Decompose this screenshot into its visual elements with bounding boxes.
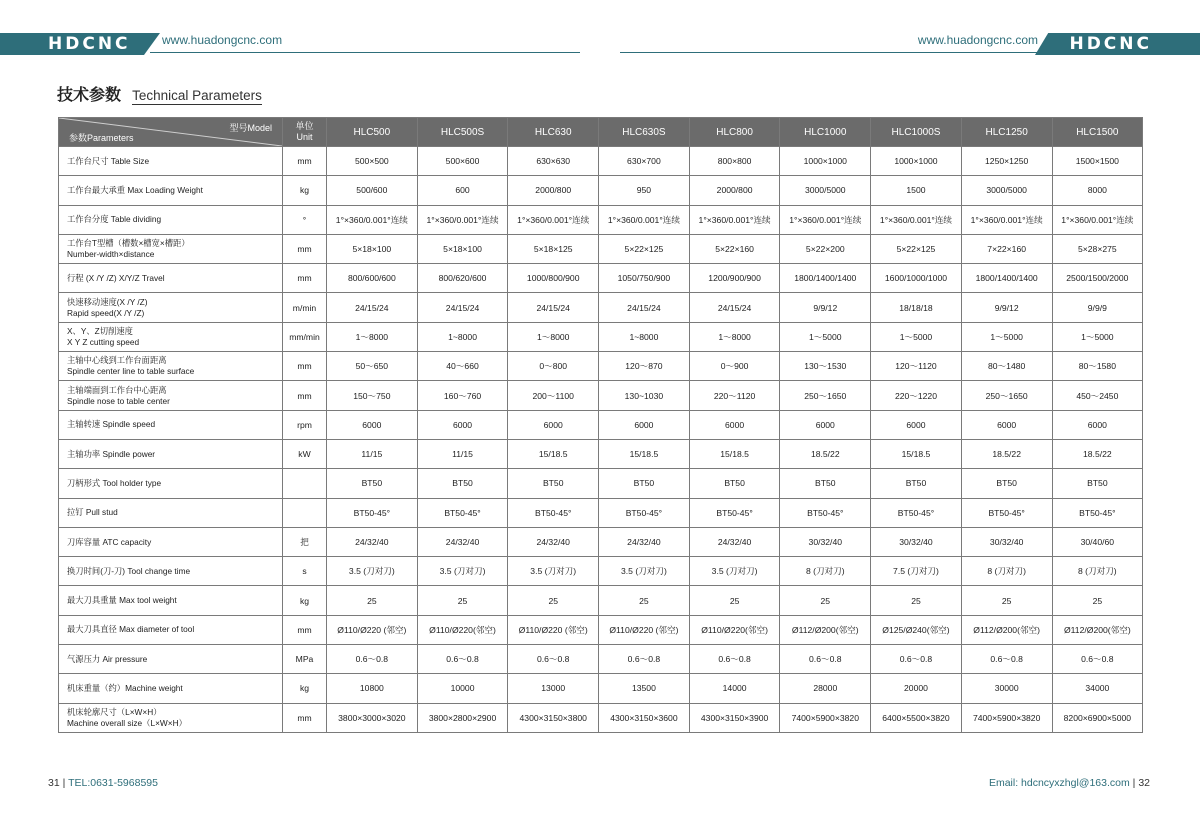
parameter-value: 250～1650 xyxy=(961,381,1052,410)
table-row xyxy=(59,469,1143,498)
parameter-value: 30/32/40 xyxy=(780,527,871,556)
parameter-value: 3000/5000 xyxy=(780,176,871,205)
parameter-value: 5×28×275 xyxy=(1052,234,1143,263)
parameter-value: Ø110/Ø220 (邻空) xyxy=(508,615,599,644)
parameter-value: 10000 xyxy=(417,674,508,703)
unit-header-zh: 单位 xyxy=(295,121,314,131)
parameter-name xyxy=(59,205,283,234)
model-header: HLC630 xyxy=(508,118,599,147)
website-url-left[interactable]: www.huadongcnc.com xyxy=(162,33,283,47)
parameter-name xyxy=(59,703,283,732)
parameter-value: 15/18.5 xyxy=(689,439,780,468)
parameter-name-line: 机床轮廓尺寸（L×W×H） xyxy=(67,706,162,717)
parameter-name xyxy=(59,498,283,527)
parameter-name xyxy=(59,293,283,322)
parameter-value: 1°×360/0.001°连续 xyxy=(961,205,1052,234)
parameter-name-line: 刀柄形式 Tool holder type xyxy=(67,477,162,488)
parameter-name-line: 主轴转速 Spindle speed xyxy=(67,419,156,430)
parameter-value: 25 xyxy=(780,586,871,615)
parameter-value: 0.6～0.8 xyxy=(871,645,962,674)
parameter-value: 5×18×100 xyxy=(327,234,418,263)
parameter-value: 4300×3150×3900 xyxy=(689,703,780,732)
parameter-unit: 把 xyxy=(283,527,327,556)
model-header: HLC800 xyxy=(689,118,780,147)
parameter-value: 1°×360/0.001°连续 xyxy=(417,205,508,234)
parameter-value: 500×500 xyxy=(327,147,418,176)
parameter-unit: mm xyxy=(283,615,327,644)
parameter-value: 6000 xyxy=(961,410,1052,439)
parameter-value: 1°×360/0.001°连续 xyxy=(1052,205,1143,234)
parameter-value: 950 xyxy=(599,176,690,205)
parameter-value: 630×700 xyxy=(599,147,690,176)
parameter-unit: kg xyxy=(283,176,327,205)
table-row xyxy=(59,674,1143,703)
parameter-value: 1～5000 xyxy=(1052,322,1143,351)
table-row xyxy=(59,615,1143,644)
section-title-zh: 技术参数 xyxy=(57,85,122,104)
parameter-unit: kW xyxy=(283,439,327,468)
parameter-value: BT50-45° xyxy=(871,498,962,527)
parameter-value: 8 (刀对刀) xyxy=(1052,557,1143,586)
parameter-name-line: Spindle center line to table surface xyxy=(67,366,195,377)
table-corner-cell xyxy=(59,118,283,147)
parameter-value: 220～1220 xyxy=(871,381,962,410)
parameter-value: Ø112/Ø200(邻空) xyxy=(780,615,871,644)
model-header: HLC1000 xyxy=(780,118,871,147)
parameter-value: 120～1120 xyxy=(871,352,962,381)
parameter-value: 40～660 xyxy=(417,352,508,381)
parameter-name xyxy=(59,674,283,703)
parameter-name xyxy=(59,264,283,293)
parameter-value: 24/32/40 xyxy=(327,527,418,556)
model-header: HLC630S xyxy=(599,118,690,147)
table-row xyxy=(59,586,1143,615)
parameter-value: 6000 xyxy=(871,410,962,439)
parameter-value: 24/32/40 xyxy=(417,527,508,556)
parameter-value: 24/32/40 xyxy=(508,527,599,556)
parameter-value: 1°×360/0.001°连续 xyxy=(599,205,690,234)
section-title-en: Technical Parameters xyxy=(132,88,262,103)
parameter-value: BT50-45° xyxy=(599,498,690,527)
parameter-value: BT50-45° xyxy=(780,498,871,527)
parameter-value: 30/32/40 xyxy=(871,527,962,556)
table-row xyxy=(59,293,1143,322)
section-title xyxy=(57,82,262,105)
parameter-value: 6000 xyxy=(1052,410,1143,439)
parameter-value: Ø125/Ø240(邻空) xyxy=(871,615,962,644)
parameter-value: BT50 xyxy=(327,469,418,498)
parameter-value: 1~8000 xyxy=(417,322,508,351)
parameter-value: BT50-45° xyxy=(689,498,780,527)
header-rule-right xyxy=(620,52,1050,53)
parameter-value: 80～1580 xyxy=(1052,352,1143,381)
table-header-row xyxy=(59,118,1143,147)
parameter-value: 24/15/24 xyxy=(417,293,508,322)
table-row xyxy=(59,147,1143,176)
model-header: HLC1000S xyxy=(871,118,962,147)
parameter-name xyxy=(59,322,283,351)
parameter-value: 15/18.5 xyxy=(599,439,690,468)
parameter-value: 0.6～0.8 xyxy=(508,645,599,674)
parameter-name-line: 机床重量（约）Machine weight xyxy=(67,682,183,693)
parameter-unit: rpm xyxy=(283,410,327,439)
parameter-value: 250～1650 xyxy=(780,381,871,410)
parameter-value: 1～8000 xyxy=(508,322,599,351)
parameter-value: 4300×3150×3800 xyxy=(508,703,599,732)
parameter-value: 7400×5900×3820 xyxy=(780,703,871,732)
parameter-value: Ø112/Ø200(邻空) xyxy=(961,615,1052,644)
parameter-value: 1°×360/0.001°连续 xyxy=(508,205,599,234)
parameter-value: 0.6～0.8 xyxy=(417,645,508,674)
parameter-value: 220～1120 xyxy=(689,381,780,410)
parameter-value: 7400×5900×3820 xyxy=(961,703,1052,732)
parameter-value: 1°×360/0.001°连续 xyxy=(871,205,962,234)
parameter-name xyxy=(59,176,283,205)
parameter-value: 0.6～0.8 xyxy=(327,645,418,674)
parameter-value: BT50 xyxy=(1052,469,1143,498)
table-row xyxy=(59,322,1143,351)
parameter-value: 800/600/600 xyxy=(327,264,418,293)
parameter-value: 800×800 xyxy=(689,147,780,176)
parameter-value: 25 xyxy=(417,586,508,615)
parameter-value: 1800/1400/1400 xyxy=(961,264,1052,293)
parameter-value: Ø110/Ø220(邻空) xyxy=(417,615,508,644)
logo-right: HDCNC xyxy=(1069,34,1152,54)
parameter-value: 630×630 xyxy=(508,147,599,176)
parameter-name-line: 拉钉 Pull stud xyxy=(67,507,118,518)
parameter-value: 800/620/600 xyxy=(417,264,508,293)
parameter-name-line: 主轴端面到工作台中心距离 xyxy=(67,384,167,395)
parameter-value: 1°×360/0.001°连续 xyxy=(327,205,418,234)
page-number-right: 32 xyxy=(1138,777,1150,789)
parameter-value: 130~1030 xyxy=(599,381,690,410)
parameter-unit: mm xyxy=(283,352,327,381)
parameter-name xyxy=(59,645,283,674)
parameter-name-line: Number-width×distance xyxy=(67,249,155,260)
parameter-value: BT50-45° xyxy=(1052,498,1143,527)
parameter-value: 5×18×125 xyxy=(508,234,599,263)
parameter-value: 25 xyxy=(1052,586,1143,615)
footer-right: Email: hdcncyxzhgl@163.com | 32 xyxy=(988,777,1150,789)
parameter-value: 1600/1000/1000 xyxy=(871,264,962,293)
parameter-unit: mm xyxy=(283,264,327,293)
table-row xyxy=(59,557,1143,586)
parameter-unit xyxy=(283,469,327,498)
parameter-unit: mm/min xyxy=(283,322,327,351)
parameter-value: 7.5 (刀对刀) xyxy=(871,557,962,586)
corner-param-label: 参数Parameters xyxy=(69,133,134,143)
parameter-value: 1~8000 xyxy=(599,322,690,351)
parameter-value: 80～1480 xyxy=(961,352,1052,381)
parameter-value: 6400×5500×3820 xyxy=(871,703,962,732)
parameter-value: 130～1530 xyxy=(780,352,871,381)
parameter-value: 450～2450 xyxy=(1052,381,1143,410)
parameter-value: 1～5000 xyxy=(871,322,962,351)
parameter-value: 0～800 xyxy=(508,352,599,381)
parameter-value: BT50-45° xyxy=(417,498,508,527)
technical-parameters-table xyxy=(58,117,1143,733)
parameter-name-line: Spindle nose to table center xyxy=(67,395,170,406)
parameter-value: 1500 xyxy=(871,176,962,205)
parameter-value: 13500 xyxy=(599,674,690,703)
footer-left: 31 | TEL:0631-5968595 xyxy=(48,777,158,789)
parameter-value: 3000/5000 xyxy=(961,176,1052,205)
parameter-value: 24/32/40 xyxy=(689,527,780,556)
footer-telephone: TEL:0631-5968595 xyxy=(68,777,158,789)
parameter-value: 3.5 (刀对刀) xyxy=(689,557,780,586)
parameter-value: 8200×6900×5000 xyxy=(1052,703,1143,732)
parameter-name-line: 最大刀具直径 Max diameter of tool xyxy=(67,624,195,635)
parameter-value: BT50 xyxy=(689,469,780,498)
parameter-value: 34000 xyxy=(1052,674,1143,703)
parameter-value: 1～8000 xyxy=(689,322,780,351)
parameter-value: 11/15 xyxy=(417,439,508,468)
logo-left: HDCNC xyxy=(48,34,131,54)
parameter-value: 120～870 xyxy=(599,352,690,381)
parameter-value: 1～5000 xyxy=(780,322,871,351)
parameter-name-line: 工作台分度 Table dividing xyxy=(67,214,162,225)
table-row xyxy=(59,205,1143,234)
parameter-name xyxy=(59,147,283,176)
parameter-value: 3.5 (刀对刀) xyxy=(327,557,418,586)
parameter-name-line: 刀库容量 ATC capacity xyxy=(67,536,152,547)
parameter-value: Ø110/Ø220 (邻空) xyxy=(327,615,418,644)
footer-email[interactable]: Email: hdcncyxzhgl@163.com xyxy=(988,777,1130,789)
parameter-value: 3.5 (刀对刀) xyxy=(508,557,599,586)
parameter-value: 30/32/40 xyxy=(961,527,1052,556)
parameter-value: 8 (刀对刀) xyxy=(780,557,871,586)
parameter-value: 30000 xyxy=(961,674,1052,703)
unit-header xyxy=(283,118,327,147)
parameter-unit: MPa xyxy=(283,645,327,674)
parameter-value: 0.6～0.8 xyxy=(780,645,871,674)
parameter-value: 1800/1400/1400 xyxy=(780,264,871,293)
parameter-value: BT50 xyxy=(780,469,871,498)
parameter-value: 25 xyxy=(508,586,599,615)
parameter-value: 4300×3150×3600 xyxy=(599,703,690,732)
parameter-value: 50～650 xyxy=(327,352,418,381)
parameter-value: 5×22×125 xyxy=(599,234,690,263)
model-header: HLC1500 xyxy=(1052,118,1143,147)
parameter-value: 0～900 xyxy=(689,352,780,381)
parameter-unit xyxy=(283,498,327,527)
parameter-unit: mm xyxy=(283,381,327,410)
website-url-right[interactable]: www.huadongcnc.com xyxy=(917,33,1038,47)
parameter-unit: mm xyxy=(283,147,327,176)
parameter-value: 1000×1000 xyxy=(780,147,871,176)
parameter-value: BT50 xyxy=(508,469,599,498)
parameter-value: 25 xyxy=(689,586,780,615)
parameter-value: 13000 xyxy=(508,674,599,703)
parameter-value: Ø110/Ø220(邻空) xyxy=(689,615,780,644)
parameter-value: 0.6～0.8 xyxy=(961,645,1052,674)
parameter-name xyxy=(59,615,283,644)
parameter-name xyxy=(59,527,283,556)
parameter-unit: mm xyxy=(283,703,327,732)
parameter-value: 5×22×160 xyxy=(689,234,780,263)
parameter-value: Ø110/Ø220 (邻空) xyxy=(599,615,690,644)
table-row xyxy=(59,264,1143,293)
parameter-value: 8000 xyxy=(1052,176,1143,205)
parameter-value: 1200/900/900 xyxy=(689,264,780,293)
parameter-unit: kg xyxy=(283,586,327,615)
parameter-value: 24/15/24 xyxy=(689,293,780,322)
parameter-value: 30/40/60 xyxy=(1052,527,1143,556)
parameter-value: BT50 xyxy=(871,469,962,498)
table-row xyxy=(59,234,1143,263)
parameter-unit: s xyxy=(283,557,327,586)
parameter-value: 25 xyxy=(871,586,962,615)
page-number-left: 31 xyxy=(48,777,60,789)
table-row xyxy=(59,703,1143,732)
parameter-value: 3800×2800×2900 xyxy=(417,703,508,732)
parameter-name xyxy=(59,381,283,410)
parameter-name-line: 工作台T型槽（槽数×槽宽×槽距） xyxy=(67,238,190,249)
parameter-name xyxy=(59,557,283,586)
parameter-value: 1000×1000 xyxy=(871,147,962,176)
parameter-value: 8 (刀对刀) xyxy=(961,557,1052,586)
parameter-unit: kg xyxy=(283,674,327,703)
parameter-value: 2500/1500/2000 xyxy=(1052,264,1143,293)
parameter-value: 1～5000 xyxy=(961,322,1052,351)
parameter-value: BT50-45° xyxy=(327,498,418,527)
parameter-value: BT50-45° xyxy=(508,498,599,527)
unit-header-en: Unit xyxy=(296,132,313,142)
parameter-value: 25 xyxy=(327,586,418,615)
parameter-value: BT50 xyxy=(599,469,690,498)
parameter-value: 15/18.5 xyxy=(871,439,962,468)
parameter-name xyxy=(59,439,283,468)
parameter-value: 9/9/12 xyxy=(961,293,1052,322)
parameter-value: 25 xyxy=(961,586,1052,615)
parameter-name-line: 最大刀具重量 Max tool weight xyxy=(67,595,177,606)
parameter-value: 3800×3000×3020 xyxy=(327,703,418,732)
parameter-value: 18.5/22 xyxy=(961,439,1052,468)
parameter-value: 18.5/22 xyxy=(1052,439,1143,468)
parameter-value: 9/9/12 xyxy=(780,293,871,322)
parameter-value: 24/15/24 xyxy=(508,293,599,322)
parameter-name-line: 换刀时间(刀-刀) Tool change time xyxy=(67,565,191,576)
parameter-value: BT50 xyxy=(961,469,1052,498)
parameter-name-line: Machine overall size（L×W×H） xyxy=(67,717,187,728)
parameter-value: 15/18.5 xyxy=(508,439,599,468)
table-row xyxy=(59,498,1143,527)
parameter-value: 25 xyxy=(599,586,690,615)
parameter-value: 3.5 (刀对刀) xyxy=(417,557,508,586)
parameter-value: 24/15/24 xyxy=(327,293,418,322)
parameter-value: 0.6～0.8 xyxy=(1052,645,1143,674)
parameter-value: 1250×1250 xyxy=(961,147,1052,176)
table-row xyxy=(59,439,1143,468)
parameter-name xyxy=(59,234,283,263)
corner-model-label: 型号Model xyxy=(229,123,272,133)
parameter-value: 10800 xyxy=(327,674,418,703)
parameter-name-line: 工作台最大承重 Max Loading Weight xyxy=(67,184,203,195)
parameter-value: Ø112/Ø200(邻空) xyxy=(1052,615,1143,644)
table-row xyxy=(59,176,1143,205)
parameter-value: BT50 xyxy=(417,469,508,498)
parameter-unit: m/min xyxy=(283,293,327,322)
parameter-value: 1500×1500 xyxy=(1052,147,1143,176)
parameter-name-line: 主轴功率 Spindle power xyxy=(67,448,156,459)
parameter-value: 160～760 xyxy=(417,381,508,410)
model-header: HLC500S xyxy=(417,118,508,147)
parameter-value: 1～8000 xyxy=(327,322,418,351)
parameter-value: 24/32/40 xyxy=(599,527,690,556)
parameter-value: 18/18/18 xyxy=(871,293,962,322)
table-row xyxy=(59,410,1143,439)
parameter-value: 5×22×125 xyxy=(871,234,962,263)
parameter-value: 1°×360/0.001°连续 xyxy=(780,205,871,234)
table-row xyxy=(59,381,1143,410)
parameter-value: 6000 xyxy=(599,410,690,439)
parameter-value: 150～750 xyxy=(327,381,418,410)
table-row xyxy=(59,352,1143,381)
parameter-name-line: 工作台尺寸 Table Size xyxy=(67,155,150,166)
parameter-value: 0.6～0.8 xyxy=(599,645,690,674)
parameter-value: 2000/800 xyxy=(508,176,599,205)
parameter-value: 3.5 (刀对刀) xyxy=(599,557,690,586)
parameter-value: 6000 xyxy=(689,410,780,439)
table-row xyxy=(59,527,1143,556)
parameter-value: 7×22×160 xyxy=(961,234,1052,263)
parameter-value: 6000 xyxy=(780,410,871,439)
parameter-name-line: 气源压力 Air pressure xyxy=(67,653,148,664)
parameter-value: 6000 xyxy=(417,410,508,439)
parameter-name xyxy=(59,410,283,439)
header-rule-left xyxy=(150,52,580,53)
parameter-value: 0.6～0.8 xyxy=(689,645,780,674)
parameter-value: 24/15/24 xyxy=(599,293,690,322)
parameter-value: 1000/800/900 xyxy=(508,264,599,293)
parameter-value: 28000 xyxy=(780,674,871,703)
table-row xyxy=(59,645,1143,674)
parameter-value: 20000 xyxy=(871,674,962,703)
parameter-value: 1050/750/900 xyxy=(599,264,690,293)
parameter-unit: mm xyxy=(283,234,327,263)
parameter-value: 14000 xyxy=(689,674,780,703)
parameter-name xyxy=(59,469,283,498)
model-header: HLC500 xyxy=(327,118,418,147)
parameter-value: 500/600 xyxy=(327,176,418,205)
parameter-name-line: 快速移动速度(X /Y /Z) xyxy=(67,296,148,307)
parameter-value: 5×18×100 xyxy=(417,234,508,263)
parameter-value: 2000/800 xyxy=(689,176,780,205)
parameter-value: 500×600 xyxy=(417,147,508,176)
parameter-value: 9/9/9 xyxy=(1052,293,1143,322)
parameter-unit: ° xyxy=(283,205,327,234)
parameter-value: 600 xyxy=(417,176,508,205)
parameter-name-line: 行程 (X /Y /Z) X/Y/Z Travel xyxy=(67,272,165,283)
model-header: HLC1250 xyxy=(961,118,1052,147)
parameter-name-line: Rapid speed(X /Y /Z) xyxy=(67,307,145,318)
parameter-name xyxy=(59,352,283,381)
parameter-name-line: X、Y、Z切削速度 xyxy=(67,325,133,336)
parameter-value: BT50-45° xyxy=(961,498,1052,527)
parameter-name-line: 主轴中心线到工作台面距离 xyxy=(67,355,167,366)
parameter-value: 1°×360/0.001°连续 xyxy=(689,205,780,234)
parameter-value: 6000 xyxy=(327,410,418,439)
parameter-name xyxy=(59,586,283,615)
parameter-name-line: X Y Z cutting speed xyxy=(67,336,140,347)
parameter-value: 200～1100 xyxy=(508,381,599,410)
parameter-value: 5×22×200 xyxy=(780,234,871,263)
parameter-value: 18.5/22 xyxy=(780,439,871,468)
parameter-value: 6000 xyxy=(508,410,599,439)
parameter-value: 11/15 xyxy=(327,439,418,468)
